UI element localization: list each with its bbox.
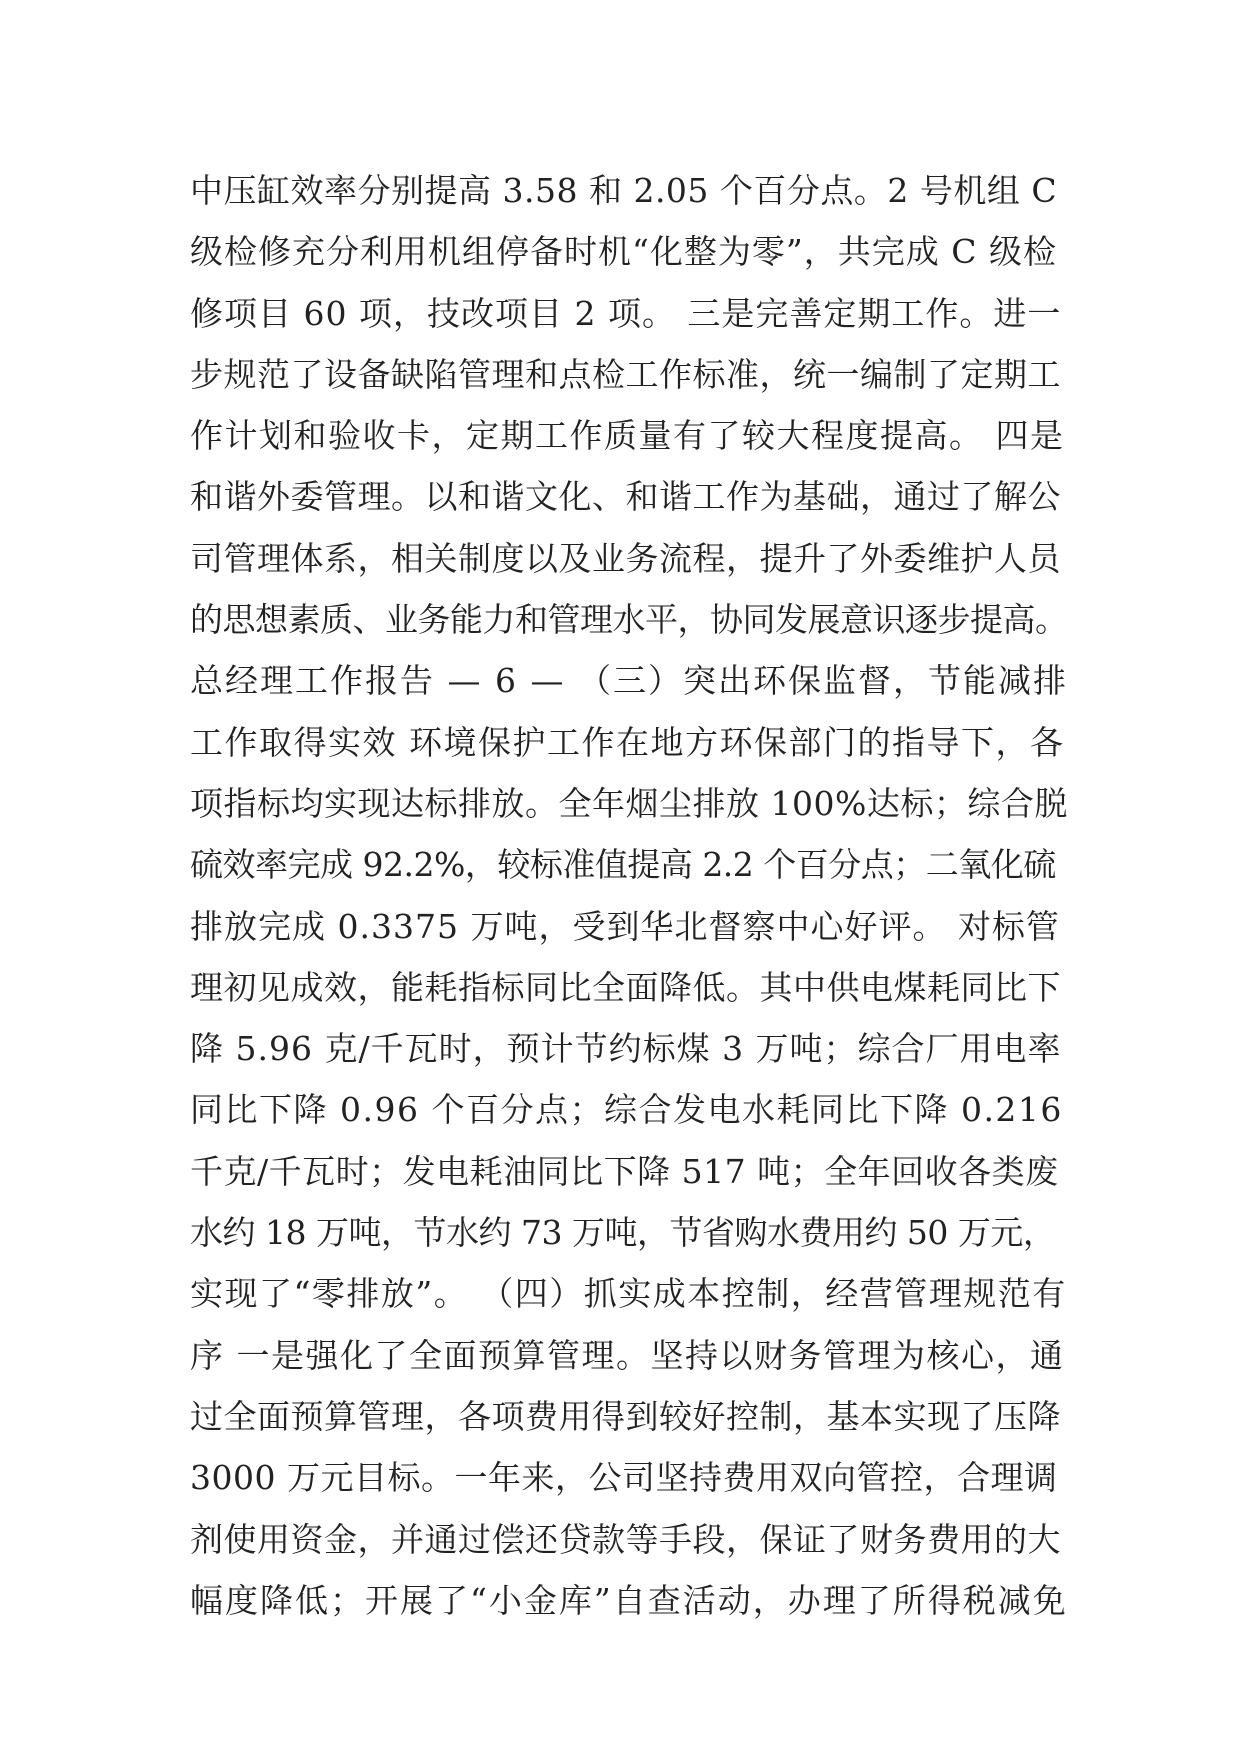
text-line: 中压缸效率分别提高 3.58 和 2.05 个百分点。2 号机组 C [190,171,1058,210]
text-line: 修项目 60 项，技改项目 2 项。 三是完善定期工作。进一 [190,293,1062,333]
text-line: 作计划和验收卡，定期工作质量有了较大程度提高。 四是 [190,416,1065,456]
text-line: 硫效率完成 92.2%，较标准值提高 2.2 个百分点；二氧化硫 [190,845,1056,885]
text-line: 幅度降低；开展了“小金库”自查活动，办理了所得税减免 [190,1580,1068,1620]
text-line: 步规范了设备缺陷管理和点检工作标准，统一编制了定期工 [190,354,1061,394]
text-line: 的思想素质、业务能力和管理水平，协同发展意识逐步提高。 [190,600,1068,640]
text-line: 排放完成 0.3375 万吨，受到华北督察中心好评。 对标管 [190,906,1060,946]
text-line: 过全面预算管理，各项费用得到较好控制，基本实现了压降 [190,1396,1061,1436]
text-line: 和谐外委管理。以和谐文化、和谐工作为基础，通过了解公 [190,477,1061,517]
text-line: 同比下降 0.96 个百分点；综合发电水耗同比下降 0.216 [190,1090,1063,1130]
text-line: 工作取得实效 环境保护工作在地方环保部门的指导下，各 [190,722,1065,762]
text-line: 总经理工作报告 — 6 — （三）突出环保监督，节能减排 [190,661,1068,701]
text-line: 司管理体系，相关制度以及业务流程，提升了外委维护人员 [190,538,1061,578]
text-line: 实现了“零排放”。 （四）抓实成本控制，经营管理规范有 [190,1274,1067,1314]
text-line: 剂使用资金，并通过偿还贷款等手段，保证了财务费用的大 [190,1519,1061,1559]
text-line: 水约 18 万吨，节水约 73 万吨，节省购水费用约 50 万元， [190,1213,1056,1253]
text-line: 理初见成效，能耗指标同比全面降低。其中供电煤耗同比下 [190,967,1061,1007]
text-line: 级检修充分利用机组停备时机“化整为零”，共完成 C 级检 [190,232,1057,272]
text-line: 项指标均实现达标排放。全年烟尘排放 100%达标；综合脱 [190,783,1068,823]
body-text [190,160,1070,1631]
text-line: 序 一是强化了全面预算管理。坚持以财务管理为核心，通 [190,1335,1065,1375]
text-line: 千克/千瓦时；发电耗油同比下降 517 吨；全年回收各类废 [190,1151,1059,1191]
text-line: 3000 万元目标。一年来，公司坚持费用双向管控，合理调 [190,1458,1058,1498]
text-line: 降 5.96 克/千瓦时，预计节约标煤 3 万吨；综合厂用电率 [190,1029,1062,1069]
